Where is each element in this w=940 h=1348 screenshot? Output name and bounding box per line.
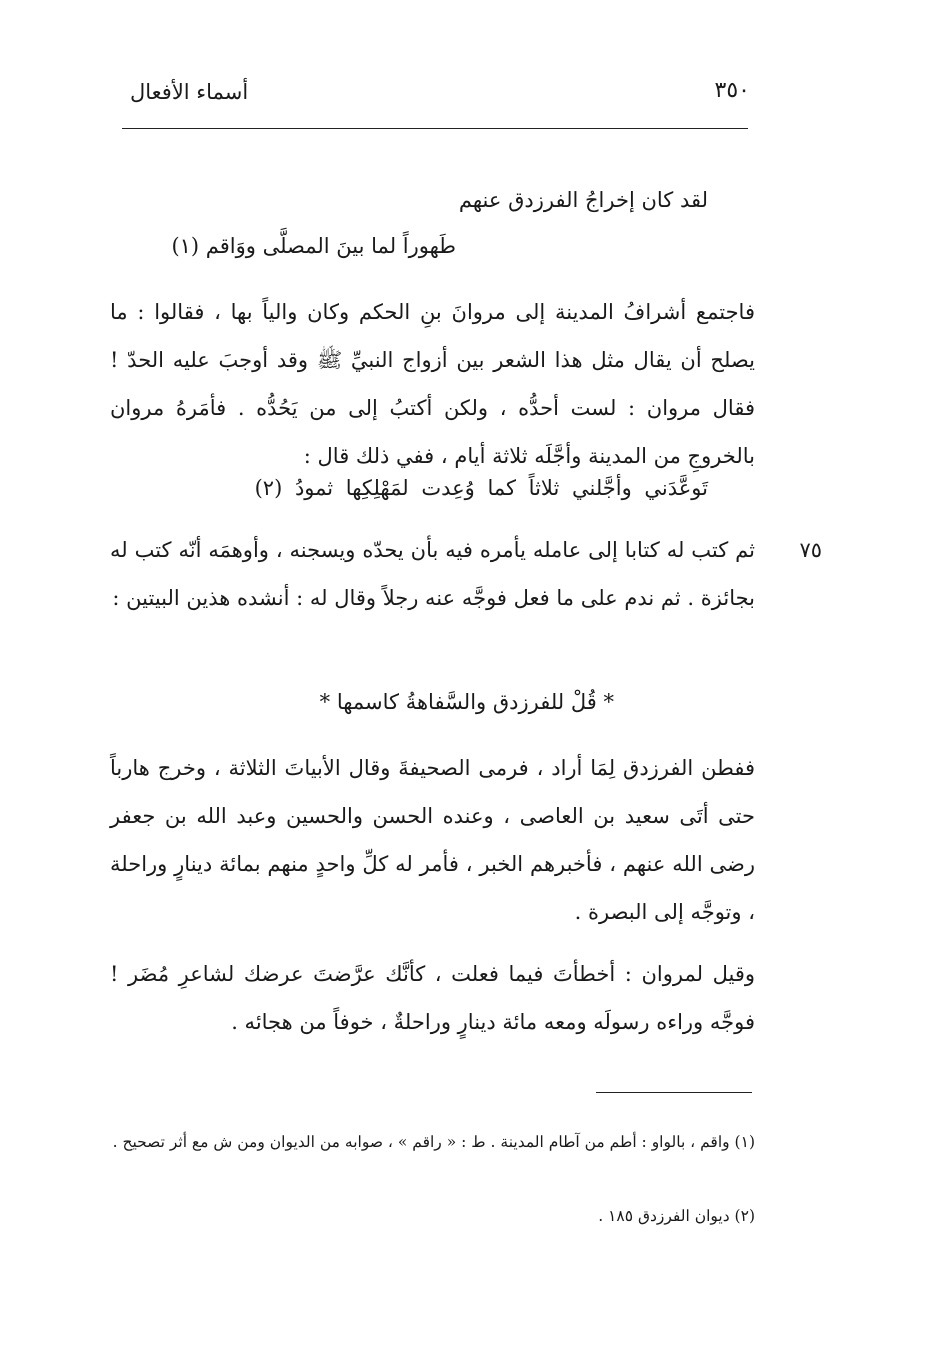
header-rule bbox=[122, 128, 748, 129]
verse-1-line-2: طَهوراً لما بينَ المصلَّى ووَاقم (١) bbox=[171, 234, 456, 258]
running-header-title: أسماء الأفعال bbox=[130, 80, 249, 104]
paragraph-3: ففطن الفرزدق لِمَا أراد ، فرمى الصحيفةَ وقال الأبياتَ الثلاثة ، وخرج هارباً حتى أتَى سعيد بن العاصى ، وعنده الحسن والحسين وعبد الله بن جعفر رضى الله عنهم ، فأخبرهم الخبر ، فأمر له كلِّ واحدٍ منهم بمائة دينارٍ وراحلة ، وتوجَّه إلى البصرة . bbox=[110, 756, 755, 924]
paragraph-2: ثم كتب له كتابا إلى عامله يأمره فيه بأن يحدّه ويسجنه ، وأوهمَه أنّه كتب له بجائزة . ثم ندم على ما فعل فوجَّه عنه رجلاً وقال له : أنشده هذين البيتين : bbox=[110, 538, 755, 610]
paragraph-4: وقيل لمروان : أخطأتَ فيما فعلت ، كأنَّك عرَّضتَ عرضك لشاعرِ مُضَر ! فوجَّه وراءه رسولَه ومعه مائة دينارٍ وراحلةٌ ، خوفاً من هجائه . bbox=[110, 962, 755, 1034]
page-number: ٣٥٠ bbox=[714, 78, 750, 103]
verse-3: * قُلْ للفرزدق والسَّفاهةُ كاسمها * bbox=[319, 690, 614, 714]
footnote-2: (٢) ديوان الفرزدق ١٨٥ . bbox=[598, 1207, 755, 1225]
footnote-1: (١) واقم ، بالواو : أطم من آطام المدينة . ط : « راقم » ، صوابه من الديوان ومن ش مع أثر تصحيح . bbox=[112, 1133, 755, 1151]
paragraph-1: فاجتمع أشرافُ المدينة إلى مروانَ بنِ الحكم وكان والياً بها ، فقالوا : ما يصلح أن يقال مثل هذا الشعر بين أزواج النبيِّ ﷺ وقد أوجبَ عليه الحدّ ! فقال مروان : لست أحدُّه ، ولكن أكتبُ إلى من يَحُدُّه . فأمَرهُ مروان بالخروجِ من المدينة وأجَّلَه ثلاثة أيام ، ففي ذلك قال : bbox=[110, 300, 755, 468]
footnote-rule bbox=[596, 1092, 752, 1093]
verse-1-line-1: لقد كان إخراجُ الفرزدق عنهم bbox=[458, 188, 708, 212]
margin-line-number: ٧٥ bbox=[799, 538, 822, 562]
verse-2: تَوعَّدَني وأجَّلني ثلاثاً كما وُعِدت لمَهْلِكِها ثمودُ (٢) bbox=[254, 476, 708, 500]
